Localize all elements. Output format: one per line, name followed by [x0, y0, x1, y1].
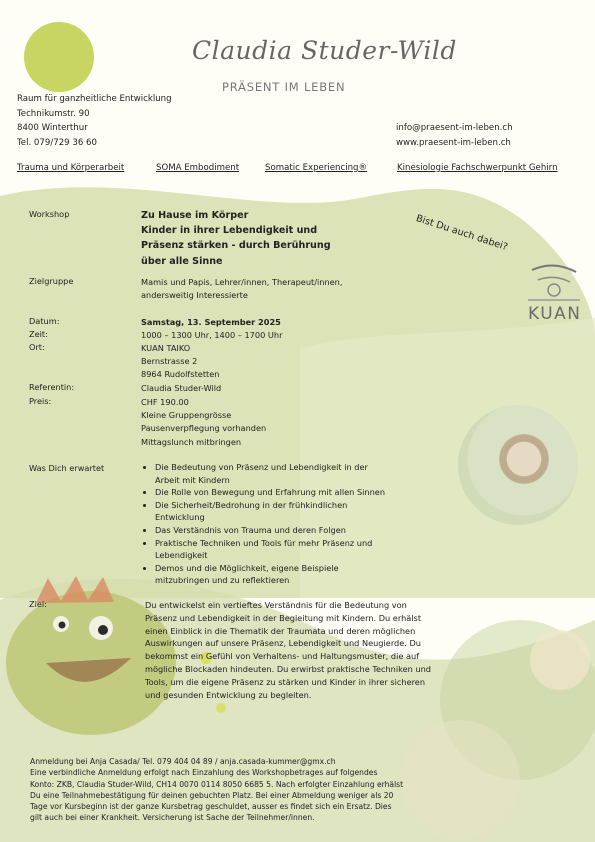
- registration-footer: [30, 756, 410, 824]
- footer-line: gilt auch bei einer Krankheit. Versicherung ist Sache der Teilnehmer/innen.: [30, 813, 315, 823]
- ort-label: Ort:: [29, 342, 45, 352]
- preis-value: [141, 396, 266, 449]
- zielgruppe-value: [141, 276, 342, 302]
- preis-label: Preis:: [29, 396, 52, 406]
- preis-line: Pausenverpflegung vorhanden: [141, 423, 267, 434]
- title-line: Präsenz stärken - durch Berührung: [141, 240, 331, 252]
- list-item: • Das Verständnis von Trauma und deren Folgen: [155, 524, 395, 537]
- referentin-value: Claudia Studer-Wild: [141, 383, 222, 393]
- preis-line: Kleine Gruppengrösse: [141, 410, 232, 421]
- address-line: 8400 Winterthur: [17, 123, 88, 133]
- phone: Tel. 079/729 36 60: [17, 137, 97, 148]
- title-line: über alle Sinne: [141, 255, 223, 267]
- invite-tagline: Bist Du auch dabei?: [414, 213, 509, 254]
- erwartet-label: Was Dich erwartet: [29, 463, 105, 473]
- nav-link-trauma[interactable]: Trauma und Körperarbeit: [17, 163, 125, 173]
- list-item: • Praktische Techniken und Tools für mehr Präsenz und Lebendigkeit: [155, 537, 395, 562]
- zielgruppe-line: Mamis und Papis, Lehrer/innen, Therapeut/innen,: [141, 277, 343, 287]
- preis-line: CHF 190.00: [141, 397, 189, 407]
- zielgruppe-label: Zielgruppe: [29, 276, 74, 286]
- list-item: • Die Sicherheit/Bedrohung in der frühkindlichen Entwicklung: [155, 499, 395, 524]
- address-line: Technikumstr. 90: [17, 108, 90, 119]
- footer-line: Tage vor Kursbeginn ist der ganze Kursbetrag geschuldet, ausser es findet sich ein Ersatz. Dies: [30, 802, 392, 812]
- erwartet-list: [141, 461, 395, 587]
- zeit-label: Zeit:: [29, 329, 48, 339]
- workshop-title: [141, 208, 331, 269]
- ort-line: Bernstrasse 2: [141, 356, 198, 367]
- ort-value: [141, 342, 219, 382]
- ort-line: KUAN TAIKO: [141, 343, 191, 353]
- title-line: Kinder in ihrer Lebendigkeit und: [141, 225, 318, 237]
- footer-line: Eine verbindliche Anmeldung erfolgt nach Einzahlung des Workshopbetrages auf folgendes: [30, 768, 378, 778]
- title-line: Zu Hause im Körper: [141, 210, 249, 221]
- preis-line: Mittagslunch mitbringen: [141, 436, 242, 447]
- footer-line: Anmeldung bei Anja Casada/ Tel. 079 404 04 89 / anja.casada-kummer@gmx.ch: [30, 757, 336, 766]
- brand-signature: Claudia Studer-Wild: [192, 36, 457, 65]
- nav-link-soma[interactable]: SOMA Embodiment: [156, 163, 240, 173]
- list-item: • Die Bedeutung von Präsenz und Lebendigkeit in der Arbeit mit Kindern: [155, 461, 395, 486]
- zielgruppe-line: andersweitig Interessierte: [141, 290, 248, 301]
- nav-link-kinesiologie[interactable]: Kinesiologie Fachschwerpunkt Gehirn: [397, 163, 558, 173]
- email-link[interactable]: info@praesent-im-leben.ch: [396, 123, 513, 133]
- zeit-value: 1000 – 1300 Uhr, 1400 – 1700 Uhr: [141, 330, 283, 340]
- ziel-label: Ziel:: [29, 599, 47, 609]
- datum-value: Samstag, 13. September 2025: [141, 317, 281, 327]
- list-item: • Demos und die Möglichkeit, eigene Beispiele mitzubringen und zu reflektieren: [155, 562, 395, 587]
- address-block: [17, 92, 172, 150]
- portrait-photo: [458, 405, 578, 525]
- kuan-logo-icon: [524, 262, 584, 302]
- kuan-logo-text: KUAN: [528, 304, 582, 324]
- footer-line: Konto: ZKB, Claudia Studer-Wild, CH14 0070 0114 8050 6685 5. Nach erfolgter Einzahlung erhälst: [30, 779, 404, 789]
- referentin-label: Referentin:: [29, 382, 75, 392]
- workshop-label: Workshop: [29, 209, 70, 219]
- list-item: • Die Rolle von Bewegung und Erfahrung mit allen Sinnen: [155, 486, 395, 499]
- footer-line: Du eine Teilnahmebestätigung für deinen gebuchten Platz. Bei einer Abmeldung weniger als 20: [30, 790, 394, 800]
- ort-line: 8964 Rudolfstetten: [141, 369, 220, 380]
- logo-circle: [24, 22, 94, 92]
- contact-block: [396, 121, 513, 150]
- brand-tagline: PRÄSENT IM LEBEN: [222, 80, 346, 94]
- datum-label: Datum:: [29, 316, 60, 326]
- website-link[interactable]: www.praesent-im-leben.ch: [396, 137, 511, 148]
- nav-link-somatic[interactable]: Somatic Experiencing®: [265, 163, 368, 173]
- address-line: Raum für ganzheitliche Entwicklung: [17, 94, 172, 104]
- ziel-text: Du entwickelst ein vertieftes Verständnis für die Bedeutung von Präsenz und Lebendigkeit in der Begleitung mit Kindern. Du erhälst einen Einblick in die Thematik der Traumata und deren möglichen Auswirkungen auf unsere Präsenz, Lebendigkeit und Neugierde. Du bekommst ein Gefühl von Verhaltens- und Haltungsmuster, die auf mögliche Blockaden hindeuten. Du erwirbst praktische Techniken und Tools, um die eigene Präsenz zu stärken und Kinder in ihrer sicheren und gesunden Entwicklung zu begleiten.: [145, 600, 431, 700]
